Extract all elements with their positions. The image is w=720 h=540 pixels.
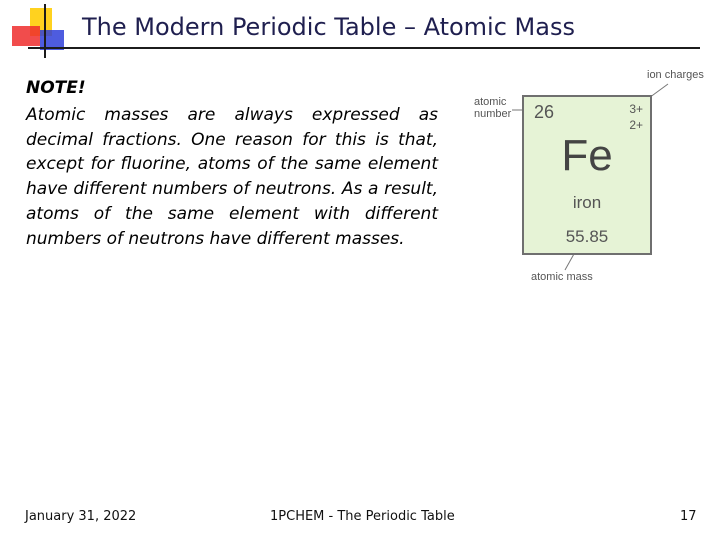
- note-heading: NOTE!: [26, 78, 86, 98]
- ion-charge: 2+: [629, 118, 643, 132]
- element-tile: [522, 95, 652, 255]
- footer-title: 1PCHEM - The Periodic Table: [270, 509, 455, 524]
- tile-ion-charges: [629, 101, 643, 133]
- note-text: Atomic masses are always expressed as decimal fractions. One reason for this is that, except for fluorine, atoms of the same element have different numbers of neutrons. As a result, atoms of the same element with different numbers of neutrons have different masses.: [26, 105, 438, 249]
- atomic-mass-label: atomic mass: [531, 271, 593, 283]
- atomic-number-label: atomic number: [474, 96, 512, 120]
- tile-element-name: iron: [572, 193, 602, 212]
- tile-symbol: Fe: [561, 131, 613, 180]
- slide-number: 17: [680, 509, 697, 524]
- slide-title: The Modern Periodic Table – Atomic Mass: [82, 13, 575, 41]
- tile-atomic-number: 26: [534, 102, 555, 122]
- footer-date: January 31, 2022: [25, 509, 137, 524]
- tile-atomic-mass: 55.85: [565, 227, 609, 246]
- ion-charge: 3+: [629, 102, 643, 116]
- ion-charges-label: ion charges: [647, 69, 704, 81]
